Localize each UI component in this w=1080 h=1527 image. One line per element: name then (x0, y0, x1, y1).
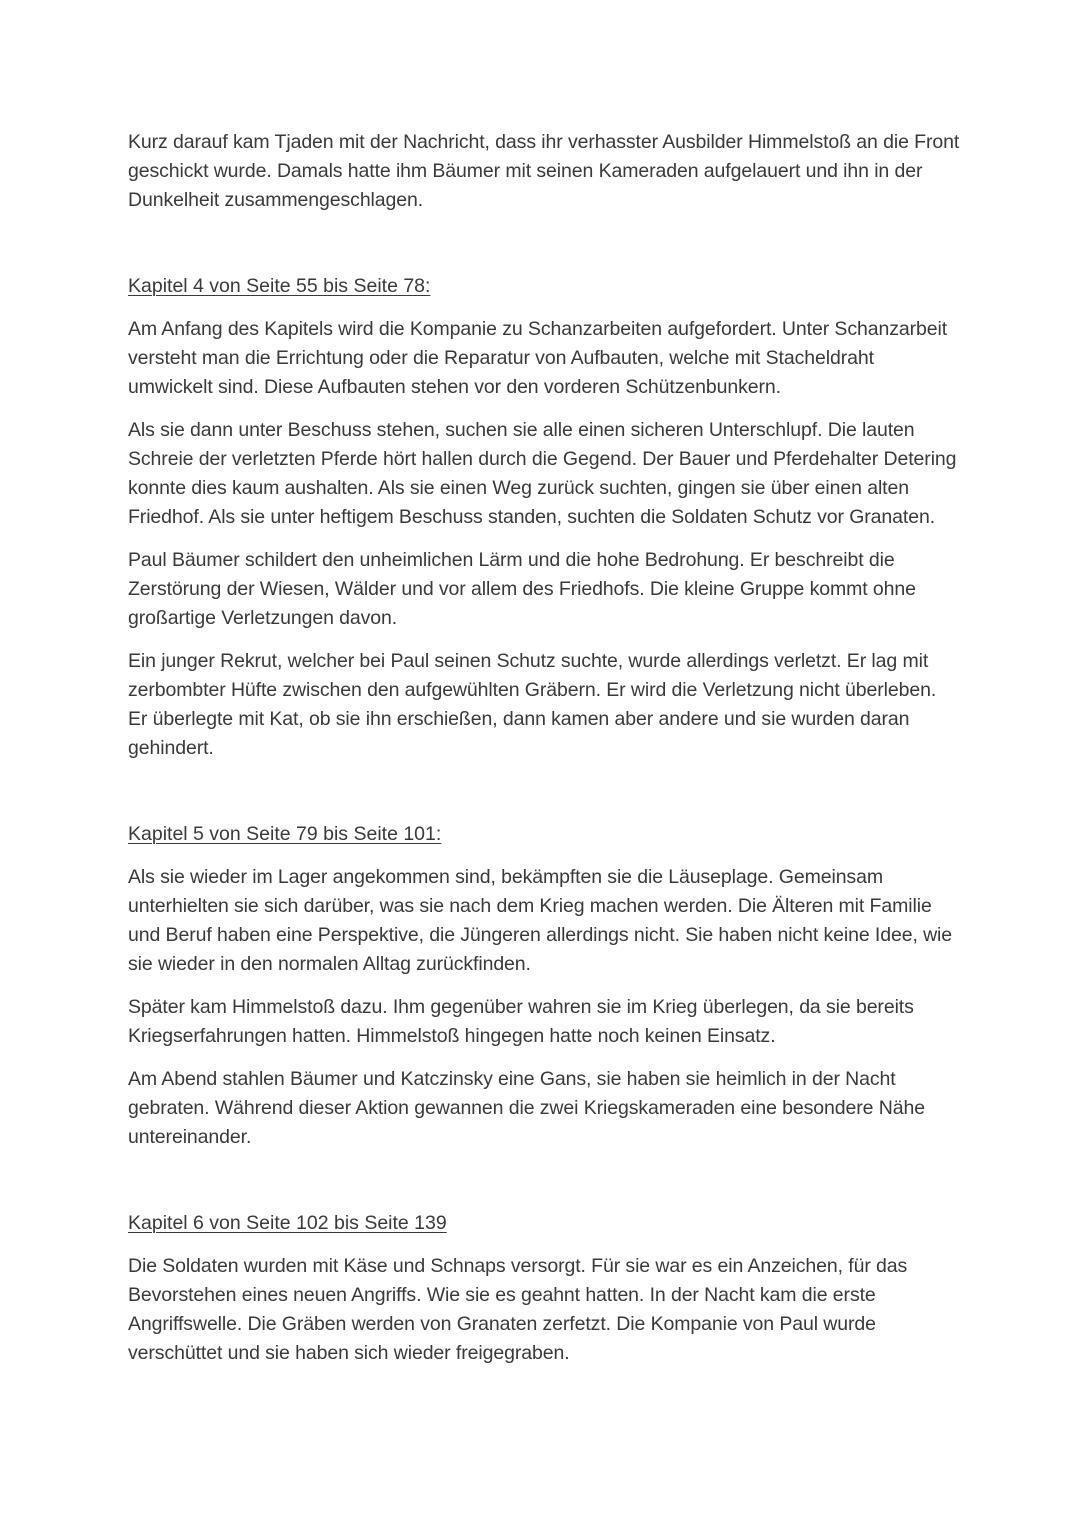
section-spacer (128, 763, 960, 820)
paragraph: Ein junger Rekrut, welcher bei Paul seinen Schutz suchte, wurde allerdings verletzt. Er lag mit zerbombter Hüfte zwischen den aufgewühlten Gräbern. Er wird die Verletzung nicht überleben. Er überlegte mit Kat, ob sie ihn erschießen, dann kamen aber andere und sie wurden daran gehindert. (128, 650, 937, 759)
intro-block (128, 128, 960, 215)
paragraph: Kurz darauf kam Tjaden mit der Nachricht, dass ihr verhasster Ausbilder Himmelstoß an die Front geschickt wurde. Damals hatte ihm Bäumer mit seinen Kameraden aufgelauert und ihn in der Dunkelheit zusammengeschlagen. (128, 131, 960, 211)
paragraph: Später kam Himmelstoß dazu. Ihm gegenüber wahren sie im Krieg überlegen, da sie bereits Kriegserfahrungen hatten. Himmelstoß hingegen hatte noch keinen Einsatz. (128, 996, 914, 1047)
paragraph: Als sie dann unter Beschuss stehen, suchen sie alle einen sicheren Unterschlupf. Die lauten Schreie der verletzten Pferde hört hallen durch die Gegend. Der Bauer und Pferdehalter Detering konnte dies kaum aushalten. Als sie einen Weg zurück suchten, gingen sie über einen alten Friedhof. Als sie unter heftigem Beschuss standen, suchten die Soldaten Schutz vor Granaten. (128, 419, 957, 528)
section-kapitel-5 (128, 820, 960, 1152)
section-heading: Kapitel 6 von Seite 102 bis Seite 139 (128, 1212, 447, 1234)
paragraph: Die Soldaten wurden mit Käse und Schnaps versorgt. Für sie war es ein Anzeichen, für das Bevorstehen eines neuen Angriffs. Wie sie es geahnt hatten. In der Nacht kam die erste Angriffswelle. Die Gräben werden von Granaten zerfetzt. Die Kompanie von Paul wurde verschüttet und sie haben sich wieder freigegraben. (128, 1255, 908, 1364)
section-heading: Kapitel 5 von Seite 79 bis Seite 101: (128, 823, 442, 845)
paragraph: Paul Bäumer schildert den unheimlichen Lärm und die hohe Bedrohung. Er beschreibt die Zerstörung der Wiesen, Wälder und vor allem des Friedhofs. Die kleine Gruppe kommt ohne großartige Verletzungen davon. (128, 549, 916, 629)
section-kapitel-4 (128, 272, 960, 763)
document-page (128, 128, 960, 1368)
section-spacer (128, 215, 960, 272)
section-kapitel-6 (128, 1209, 960, 1368)
section-spacer (128, 1152, 960, 1209)
paragraph: Am Anfang des Kapitels wird die Kompanie zu Schanzarbeiten aufgefordert. Unter Schanzarbeit versteht man die Errichtung oder die Reparatur von Aufbauten, welche mit Stacheldraht umwickelt sind. Diese Aufbauten stehen vor den vorderen Schützenbunkern. (128, 318, 948, 398)
paragraph: Als sie wieder im Lager angekommen sind, bekämpften sie die Läuseplage. Gemeinsam unterhielten sie sich darüber, was sie nach dem Krieg machen werden. Die Älteren mit Familie und Beruf haben eine Perspektive, die Jüngeren allerdings nicht. Sie haben nicht keine Idee, wie sie wieder in den normalen Alltag zurückfinden. (128, 866, 953, 975)
section-heading: Kapitel 4 von Seite 55 bis Seite 78: (128, 275, 431, 297)
paragraph: Am Abend stahlen Bäumer und Katczinsky eine Gans, sie haben sie heimlich in der Nacht gebraten. Während dieser Aktion gewannen die zwei Kriegskameraden eine besondere Nähe untereinander. (128, 1068, 925, 1148)
